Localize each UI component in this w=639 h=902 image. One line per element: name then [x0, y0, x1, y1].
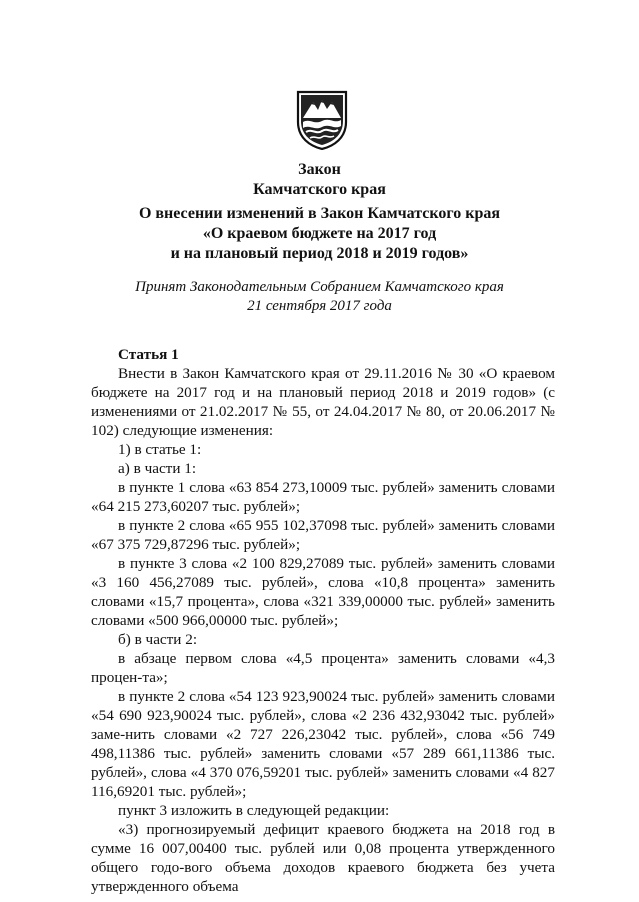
- paragraph: в пункте 3 слова «2 100 829,27089 тыс. рублей» заменить словами «3 160 456,27089 тыс. рублей», слова «10,8 процента» заменить словами «15,7 процента», слова «321 339,00000 тыс. рублей» заменить словами «500 966,00000 тыс. рублей»;: [91, 555, 555, 629]
- article-heading: Статья 1: [118, 346, 179, 363]
- paragraph: Внести в Закон Камчатского края от 29.11.2016 № 30 «О краевом бюджете на 2017 год и на плановый период 2018 и 2019 годов» (с изменениями от 21.02.2017 № 55, от 24.04.2017 № 80, от 20.06.2017 № 102) следующие изменения:: [91, 365, 555, 439]
- paragraph: а) в части 1:: [118, 460, 197, 477]
- paragraph: б) в части 2:: [118, 631, 198, 648]
- paragraph: в пункте 2 слова «65 955 102,37098 тыс. рублей» заменить словами «67 375 729,87296 тыс. рублей»;: [91, 517, 555, 553]
- law-title: Закон Камчатского края: [253, 161, 386, 198]
- paragraph: в пункте 2 слова «54 123 923,90024 тыс. рублей» заменить словами «54 690 923,90024 тыс. рублей», слова «2 236 432,93042 тыс. рублей» заме-нить словами «2 727 226,23042 тыс. рублей», слова «56 749 498,11386 тыс. рублей» заменить словами «57 289 661,11386 тыс. рублей», слова «4 370 076,59201 тыс. рублей» заменить словами «4 827 116,69201 тыс. рублей»;: [91, 688, 555, 800]
- law-subject: О внесении изменений в Закон Камчатского края «О краевом бюджете на 2017 год и на плановый период 2018 и 2019 годов»: [138, 205, 501, 262]
- paragraph: 1) в статье 1:: [118, 441, 202, 458]
- paragraph: пункт 3 изложить в следующей редакции:: [118, 802, 390, 819]
- article-body: [91, 345, 555, 896]
- paragraph: в абзаце первом слова «4,5 процента» заменить словами «4,3 процен-та»;: [91, 650, 555, 686]
- adoption-note: Принят Законодательным Собранием Камчатского края 21 сентября 2017 года: [135, 279, 504, 314]
- paragraph: «3) прогнозируемый дефицит краевого бюджета на 2018 год в сумме 16 007,00400 тыс. рублей или 0,08 процента утвержденного общего годо-вого объема доходов краевого бюджета без учета утвержденного объема: [91, 821, 555, 895]
- paragraph: в пункте 1 слова «63 854 273,10009 тыс. рублей» заменить словами «64 215 273,60207 тыс. рублей»;: [91, 479, 555, 515]
- kamchatka-coat-of-arms-icon: [294, 88, 350, 150]
